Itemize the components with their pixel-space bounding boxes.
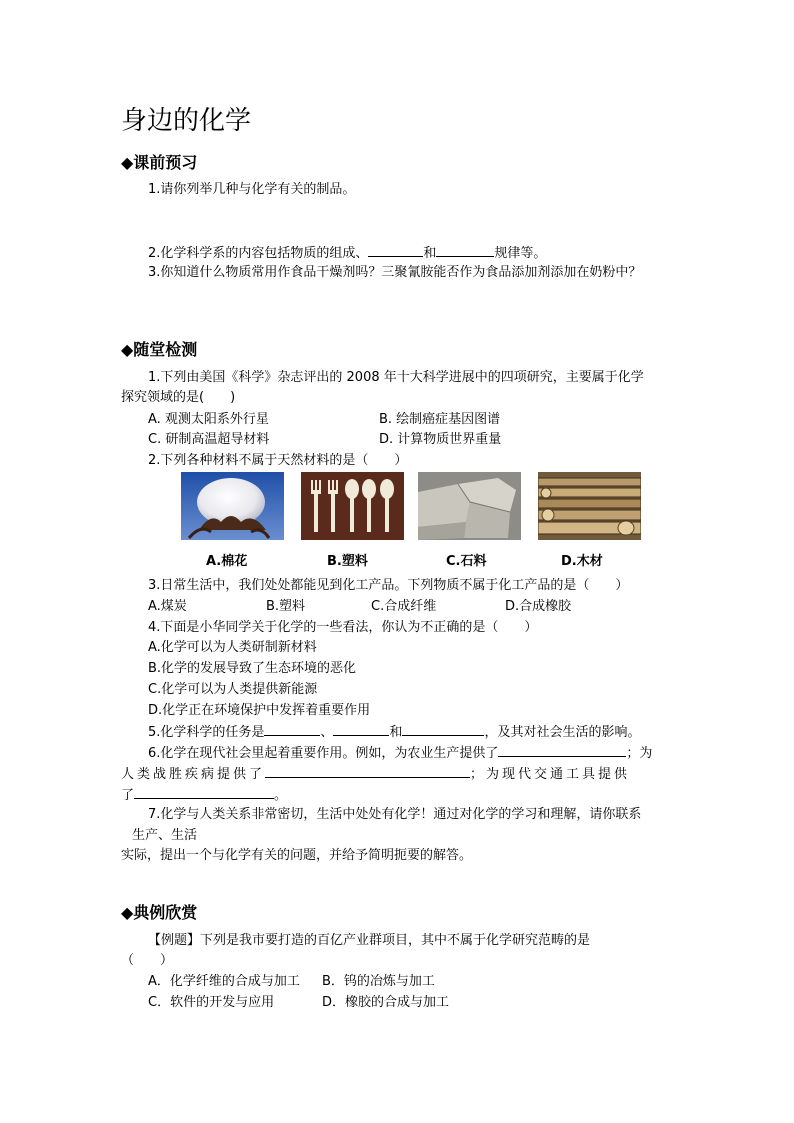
option-c[interactable]: C.合成纤维 (371, 599, 437, 614)
section-heading-preview: ◆课前预习 (121, 153, 198, 172)
option-c[interactable]: C. 研制高温超导材料 (148, 432, 270, 447)
option-d[interactable]: D．橡胶的合成与加工 (322, 995, 450, 1010)
image-caption: D.木材 (561, 554, 603, 569)
section-heading-example: ◆典例欣赏 (121, 903, 198, 922)
answer-blank[interactable] (498, 743, 626, 757)
question-text (148, 722, 640, 743)
image-caption: B.塑料 (327, 554, 368, 569)
question-text: 3.你知道什么物质常用作食品干燥剂吗？三聚氰胺能否作为食品添加剂添加在奶粉中？ (148, 265, 642, 280)
question-text: （ ） (121, 953, 174, 968)
question-text: 7.化学与人类关系非常密切，生活中处处有化学！通过对化学的学习和理解，请你联系 (148, 807, 642, 822)
question-text-part: 2.化学科学系的内容包括物质的组成、 (148, 246, 369, 261)
question-text-part: 了 (121, 788, 135, 803)
answer-blank[interactable] (402, 722, 484, 736)
question-text: 1.下列由美国《科学》杂志评出的 2008 年十大科学进展中的四项研究，主要属于化学 (148, 370, 644, 385)
plastic-cutlery-image (301, 472, 404, 540)
image-caption: C.石料 (446, 554, 487, 569)
question-text-part: ，及其对社会生活的影响。 (484, 725, 641, 740)
option-d[interactable]: D. 计算物质世界重量 (379, 432, 502, 447)
question-text-part: 、 (320, 725, 334, 740)
question-text-part: 和 (423, 246, 437, 261)
answer-blank[interactable] (436, 243, 494, 257)
question-text (148, 243, 546, 264)
option-c[interactable]: C.化学可以为人类提供新能源 (148, 682, 318, 697)
option-b[interactable]: B.塑料 (266, 599, 306, 614)
question-text: 【例题】下列是我市要打造的百亿产业群项目，其中不属于化学研究范畴的是 (148, 933, 591, 948)
option-a[interactable]: A.煤炭 (148, 599, 187, 614)
question-text (121, 785, 287, 806)
option-b[interactable]: B. 绘制癌症基因图谱 (379, 412, 501, 427)
question-text: 4.下面是小华同学关于化学的一些看法，你认为不正确的是（ ） (148, 620, 538, 635)
option-d[interactable]: D.化学正在环境保护中发挥着重要作用 (148, 703, 371, 718)
question-text-part: 6.化学在现代社会里起着重要作用。例如，为农业生产提供了 (148, 746, 499, 761)
option-a[interactable]: A.化学可以为人类研制新材料 (148, 640, 317, 655)
question-text: 2.下列各种材料不属于天然材料的是（ ） (148, 453, 408, 468)
wood-image (538, 472, 641, 540)
question-text (148, 743, 652, 764)
question-text-part: ；为现代交通工具提供 (470, 767, 631, 782)
option-a[interactable]: A．化学纤维的合成与加工 (148, 974, 300, 989)
answer-blank[interactable] (134, 785, 274, 799)
section-heading-classcheck: ◆随堂检测 (121, 340, 198, 359)
question-text: 探究领域的是( ) (121, 390, 236, 405)
option-b[interactable]: B.化学的发展导致了生态环境的恶化 (148, 661, 357, 676)
question-text-part: ；为 (626, 746, 653, 761)
option-c[interactable]: C．软件的开发与应用 (148, 995, 275, 1010)
option-b[interactable]: B．钨的冶炼与加工 (322, 974, 435, 989)
question-text (121, 764, 630, 785)
question-text-part: 和 (389, 725, 403, 740)
question-text-part: 5.化学科学的任务是 (148, 725, 265, 740)
question-text: 生产、生活 (132, 828, 198, 843)
answer-blank[interactable] (264, 722, 320, 736)
question-text: 3.日常生活中，我们处处都能见到化工产品。下列物质不属于化工产品的是（ ） (148, 578, 629, 593)
image-caption: A.棉花 (206, 554, 248, 569)
answer-blank[interactable] (333, 722, 389, 736)
question-text-part: 人类战胜疾病提供了 (121, 767, 266, 782)
question-text-part: 规律等。 (494, 246, 547, 261)
option-d[interactable]: D.合成橡胶 (505, 599, 572, 614)
question-text: 1.请你列举几种与化学有关的制品。 (148, 182, 356, 197)
stone-image (418, 472, 521, 540)
answer-blank[interactable] (265, 764, 470, 778)
option-a[interactable]: A. 观测太阳系外行星 (148, 412, 269, 427)
question-text: 实际，提出一个与化学有关的问题，并给予简明扼要的解答。 (121, 848, 473, 863)
cotton-image (181, 472, 284, 540)
answer-blank[interactable] (368, 243, 423, 257)
question-text-part: 。 (274, 788, 288, 803)
page-title: 身边的化学 (121, 106, 252, 136)
